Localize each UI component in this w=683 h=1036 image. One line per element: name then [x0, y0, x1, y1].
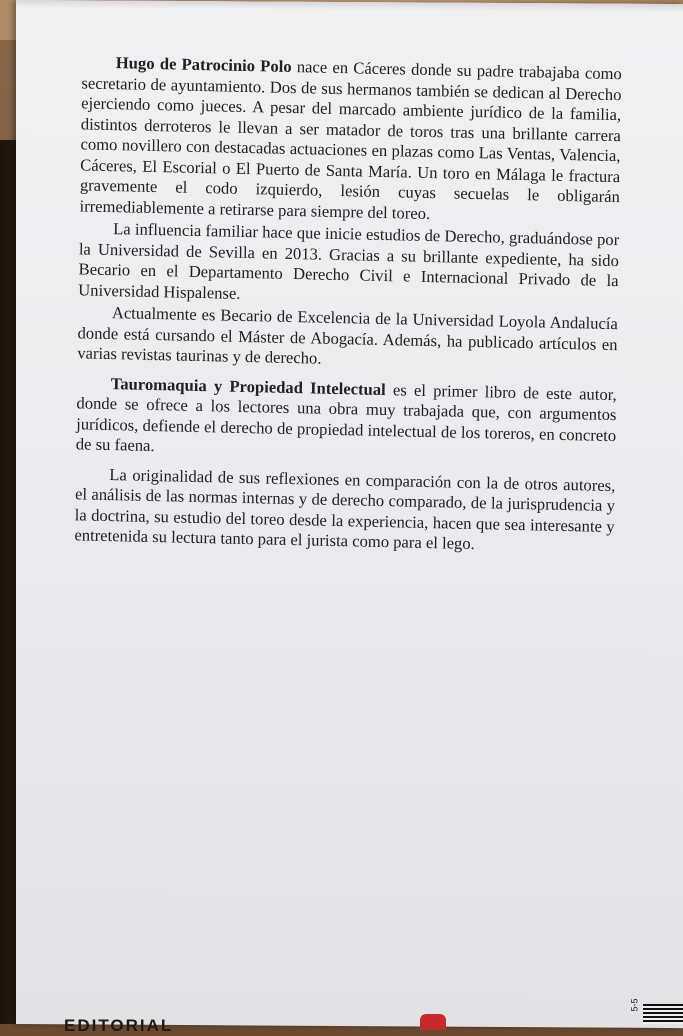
paragraph-1: [79, 52, 622, 228]
publisher-label: EDITORIAL: [64, 1016, 174, 1035]
barcode-digits: 5-5: [629, 998, 640, 1012]
paragraph-3: [77, 302, 618, 375]
paragraph-5: [74, 464, 615, 558]
barcode-icon: [643, 1004, 683, 1024]
paragraph-5-text: La originalidad de sus reflexiones en comparación con la de otros autores, el análisis de las normas internas y de derecho comparado, de la jurisprudencia y la doctrina, su estudio del toreo desde la experiencia, hacen que sea interesante y entretenida su lectura tanto para el jurista como para el lego.: [74, 464, 616, 554]
author-name: Hugo de Patrocinio Polo: [115, 53, 292, 76]
paragraph-4: [76, 373, 617, 467]
book-title: Tauromaquia y Propiedad Intelectual: [110, 373, 386, 399]
paragraph-4-text: es el primer libro de este autor, donde se ofrece a los lectores una obra muy trabajada que, con argumentos jurídicos, defiende el derecho de propiedad intelectual de los toreros, en concreto de su faena.: [75, 379, 617, 456]
author-biography-text: [74, 52, 622, 566]
book-back-cover: [16, 0, 683, 1028]
paragraph-3-text: Actualmente es Becario de Excelencia de la Universidad Loyola Andalucía donde está cursando el Máster de Abogacía. Además, ha publicado artículos en varias revistas taurinas y de derecho.: [77, 303, 619, 368]
paragraph-2: [78, 218, 619, 312]
publisher-logo: [420, 1014, 446, 1030]
paragraph-2-text: La influencia familiar hace que inicie estudios de Derecho, graduándose por la Universidad de Sevilla en 2013. Gracias a su brillante expediente, ha sido Becario en el Departamento Derecho Civil e Internacional Privado de la Universidad Hispalense.: [78, 219, 620, 303]
paragraph-1-text: nace en Cáceres donde su padre trabajaba como secretario de ayuntamiento. Dos de sus hermanos también se dedican al Derecho ejerciendo como jueces. A pesar del marcado ambiente jurídico de la familia, distintos derroteros le llevan a ser matador de toros tras una brillante carrera como novillero con destacadas actuaciones en plazas como Las Ventas, Valencia, Cáceres, El Escorial o El Puerto de Santa María. Un toro en Málaga le fractura gravemente el codo izquierdo, lesión cuyas secuelas le obligarán irremediablemente a retirarse para siempre del toreo.: [79, 56, 622, 223]
